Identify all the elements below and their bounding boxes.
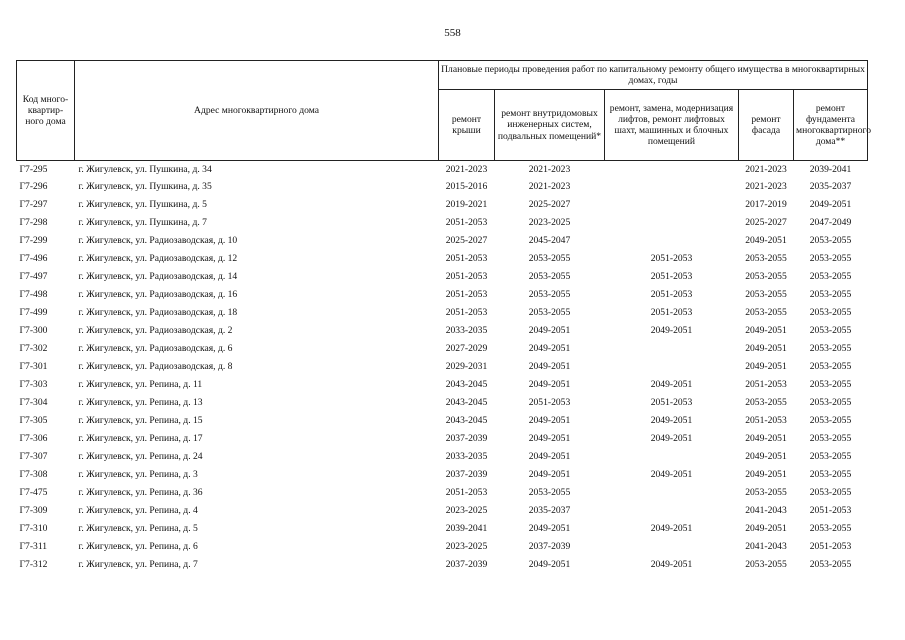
header-address: Адрес многоквартирного дома <box>75 61 439 161</box>
cell-roof: 2051-2053 <box>445 307 488 319</box>
table-row <box>17 250 868 268</box>
cell-elevators: 2049-2051 <box>650 523 693 535</box>
cell-foundation: 2053-2055 <box>809 397 852 409</box>
cell-roof: 2051-2053 <box>445 217 488 229</box>
cell-code: Г7-300 <box>19 325 48 337</box>
cell-facade: 2051-2053 <box>745 379 787 391</box>
cell-roof: 2027-2029 <box>445 343 488 355</box>
cell-foundation: 2053-2055 <box>809 469 852 481</box>
cell-code: Г7-302 <box>19 343 48 355</box>
cell-roof: 2015-2016 <box>445 181 488 193</box>
cell-foundation: 2051-2053 <box>809 541 852 553</box>
cell-roof: 2025-2027 <box>445 235 488 247</box>
cell-elevators <box>605 358 739 376</box>
cell-facade: 2049-2051 <box>745 523 787 535</box>
cell-foundation: 2053-2055 <box>809 379 852 391</box>
cell-systems: 2021-2023 <box>528 181 571 193</box>
table-row <box>17 178 868 196</box>
cell-roof: 2043-2045 <box>445 397 488 409</box>
cell-systems: 2037-2039 <box>528 541 571 553</box>
cell-foundation: 2053-2055 <box>809 253 852 265</box>
cell-elevators <box>605 232 739 250</box>
header-systems: ремонт внутридомовых инженерных систем, подвальных помещений* <box>495 90 605 161</box>
table-row <box>17 484 868 502</box>
cell-systems: 2049-2051 <box>528 361 571 373</box>
cell-address: г. Жигулевск, ул. Пушкина, д. 5 <box>78 199 207 211</box>
cell-code: Г7-299 <box>19 235 48 247</box>
cell-elevators: 2051-2053 <box>650 307 693 319</box>
table-row <box>17 322 868 340</box>
table-row <box>17 214 868 232</box>
cell-systems: 2049-2051 <box>528 451 571 463</box>
cell-elevators <box>605 484 739 502</box>
cell-facade: 2051-2053 <box>745 415 787 427</box>
cell-roof: 2021-2023 <box>445 163 488 175</box>
cell-address: г. Жигулевск, ул. Радиозаводская, д. 8 <box>78 361 233 373</box>
cell-elevators: 2051-2053 <box>650 289 693 301</box>
cell-elevators: 2051-2053 <box>650 271 693 283</box>
cell-systems: 2049-2051 <box>528 433 571 445</box>
cell-systems: 2053-2055 <box>528 271 571 283</box>
cell-facade: 2053-2055 <box>745 307 787 319</box>
cell-code: Г7-497 <box>19 271 48 283</box>
cell-systems: 2053-2055 <box>528 289 571 301</box>
cell-code: Г7-306 <box>19 433 48 445</box>
header-facade: ремонт фасада <box>739 90 794 161</box>
table-header <box>17 61 872 161</box>
table-row <box>17 538 868 556</box>
cell-code: Г7-304 <box>19 397 48 409</box>
cell-address: г. Жигулевск, ул. Радиозаводская, д. 2 <box>78 325 233 337</box>
cell-code: Г7-308 <box>19 469 48 481</box>
cell-systems: 2049-2051 <box>528 415 571 427</box>
table-row <box>17 358 868 376</box>
cell-address: г. Жигулевск, ул. Пушкина, д. 7 <box>78 217 207 229</box>
cell-roof: 2037-2039 <box>445 559 488 571</box>
cell-elevators <box>605 340 739 358</box>
cell-roof: 2043-2045 <box>445 415 488 427</box>
cell-address: г. Жигулевск, ул. Репина, д. 13 <box>78 397 203 409</box>
cell-code: Г7-296 <box>19 181 48 193</box>
cell-code: Г7-311 <box>19 541 48 553</box>
cell-facade: 2021-2023 <box>745 181 787 193</box>
capital-repair-table <box>16 60 872 574</box>
header-foundation: ремонт фундамента многоквартирного дома** <box>794 90 868 161</box>
cell-code: Г7-295 <box>19 163 48 175</box>
cell-roof: 2051-2053 <box>445 271 488 283</box>
cell-systems: 2035-2037 <box>528 505 571 517</box>
cell-foundation: 2053-2055 <box>809 451 852 463</box>
table-row <box>17 502 868 520</box>
cell-facade: 2053-2055 <box>745 397 787 409</box>
cell-facade: 2053-2055 <box>745 487 787 499</box>
cell-elevators <box>605 161 739 179</box>
cell-facade: 2053-2055 <box>745 559 787 571</box>
cell-address: г. Жигулевск, ул. Репина, д. 17 <box>78 433 203 445</box>
cell-address: г. Жигулевск, ул. Репина, д. 3 <box>78 469 198 481</box>
cell-address: г. Жигулевск, ул. Радиозаводская, д. 16 <box>78 289 238 301</box>
table-body <box>17 161 868 575</box>
page-number: 558 <box>444 27 461 39</box>
cell-address: г. Жигулевск, ул. Репина, д. 11 <box>78 379 203 391</box>
cell-elevators: 2049-2051 <box>650 415 693 427</box>
cell-systems: 2025-2027 <box>528 199 571 211</box>
cell-elevators <box>605 538 739 556</box>
cell-roof: 2019-2021 <box>445 199 488 211</box>
header-planned-periods: Плановые периоды проведения работ по капитальному ремонту общего имущества в многоквартирных домах, годы <box>439 61 868 90</box>
cell-roof: 2029-2031 <box>445 361 488 373</box>
cell-systems: 2049-2051 <box>528 559 571 571</box>
cell-roof: 2051-2053 <box>445 289 488 301</box>
cell-roof: 2033-2035 <box>445 451 488 463</box>
cell-elevators <box>605 196 739 214</box>
table-row <box>17 268 868 286</box>
cell-foundation: 2053-2055 <box>809 343 852 355</box>
cell-facade: 2049-2051 <box>745 325 787 337</box>
header-roof: ремонт крыши <box>439 90 495 161</box>
cell-code: Г7-310 <box>19 523 48 535</box>
header-elevators: ремонт, замена, модернизация лифтов, ремонт лифтовых шахт, машинных и блочных помещений <box>605 90 739 161</box>
cell-roof: 2023-2025 <box>445 505 488 517</box>
cell-facade: 2041-2043 <box>745 541 787 553</box>
cell-facade: 2021-2023 <box>745 163 787 175</box>
cell-address: г. Жигулевск, ул. Репина, д. 4 <box>78 505 198 517</box>
cell-elevators <box>605 178 739 196</box>
cell-code: Г7-312 <box>19 559 48 571</box>
cell-foundation: 2053-2055 <box>809 325 852 337</box>
cell-foundation: 2053-2055 <box>809 271 852 283</box>
table-row <box>17 430 868 448</box>
header-row-top <box>17 61 868 90</box>
cell-facade: 2049-2051 <box>745 343 787 355</box>
cell-foundation: 2053-2055 <box>809 523 852 535</box>
cell-code: Г7-307 <box>19 451 48 463</box>
cell-address: г. Жигулевск, ул. Радиозаводская, д. 6 <box>78 343 233 355</box>
table-row <box>17 286 868 304</box>
cell-address: г. Жигулевск, ул. Радиозаводская, д. 18 <box>78 307 238 319</box>
cell-facade: 2025-2027 <box>745 217 787 229</box>
table-row <box>17 232 868 250</box>
cell-address: г. Жигулевск, ул. Репина, д. 36 <box>78 487 203 499</box>
table-row <box>17 340 868 358</box>
cell-address: г. Жигулевск, ул. Репина, д. 5 <box>78 523 198 535</box>
cell-systems: 2049-2051 <box>528 379 571 391</box>
cell-elevators: 2051-2053 <box>650 397 693 409</box>
cell-foundation: 2053-2055 <box>809 487 852 499</box>
cell-code: Г7-305 <box>19 415 48 427</box>
cell-systems: 2053-2055 <box>528 253 571 265</box>
cell-address: г. Жигулевск, ул. Репина, д. 15 <box>78 415 203 427</box>
cell-address: г. Жигулевск, ул. Репина, д. 6 <box>78 541 198 553</box>
cell-foundation: 2053-2055 <box>809 415 852 427</box>
table-row <box>17 376 868 394</box>
cell-address: г. Жигулевск, ул. Пушкина, д. 35 <box>78 181 212 193</box>
cell-systems: 2049-2051 <box>528 523 571 535</box>
cell-foundation: 2053-2055 <box>809 559 852 571</box>
cell-facade: 2053-2055 <box>745 271 787 283</box>
cell-foundation: 2053-2055 <box>809 433 852 445</box>
cell-code: Г7-298 <box>19 217 48 229</box>
table-row <box>17 394 868 412</box>
table-row <box>17 412 868 430</box>
cell-facade: 2049-2051 <box>745 235 787 247</box>
cell-foundation: 2049-2051 <box>809 199 852 211</box>
cell-address: г. Жигулевск, ул. Репина, д. 24 <box>78 451 203 463</box>
cell-address: г. Жигулевск, ул. Радиозаводская, д. 14 <box>78 271 238 283</box>
cell-foundation: 2039-2041 <box>809 163 852 175</box>
cell-systems: 2049-2051 <box>528 469 571 481</box>
table-row <box>17 161 868 179</box>
cell-foundation: 2053-2055 <box>809 289 852 301</box>
cell-facade: 2053-2055 <box>745 289 787 301</box>
cell-foundation: 2051-2053 <box>809 505 852 517</box>
cell-elevators <box>605 214 739 232</box>
table-row <box>17 556 868 574</box>
table-row <box>17 466 868 484</box>
cell-roof: 2051-2053 <box>445 487 488 499</box>
cell-systems: 2023-2025 <box>528 217 571 229</box>
cell-systems: 2049-2051 <box>528 325 571 337</box>
cell-facade: 2017-2019 <box>745 199 787 211</box>
cell-facade: 2053-2055 <box>745 253 787 265</box>
table-row <box>17 448 868 466</box>
cell-elevators: 2049-2051 <box>650 559 693 571</box>
cell-systems: 2051-2053 <box>528 397 571 409</box>
cell-foundation: 2053-2055 <box>809 361 852 373</box>
cell-address: г. Жигулевск, ул. Радиозаводская, д. 12 <box>78 253 238 265</box>
cell-systems: 2053-2055 <box>528 307 571 319</box>
cell-elevators: 2049-2051 <box>650 433 693 445</box>
cell-systems: 2053-2055 <box>528 487 571 499</box>
cell-code: Г7-297 <box>19 199 48 211</box>
cell-elevators <box>605 448 739 466</box>
cell-facade: 2049-2051 <box>745 469 787 481</box>
cell-roof: 2037-2039 <box>445 433 488 445</box>
cell-facade: 2049-2051 <box>745 361 787 373</box>
table-row <box>17 196 868 214</box>
cell-foundation: 2053-2055 <box>809 235 852 247</box>
cell-elevators: 2049-2051 <box>650 469 693 481</box>
table-row <box>17 304 868 322</box>
cell-roof: 2043-2045 <box>445 379 488 391</box>
cell-facade: 2049-2051 <box>745 433 787 445</box>
cell-foundation: 2053-2055 <box>809 307 852 319</box>
cell-roof: 2037-2039 <box>445 469 488 481</box>
cell-roof: 2033-2035 <box>445 325 488 337</box>
cell-roof: 2023-2025 <box>445 541 488 553</box>
cell-code: Г7-475 <box>19 487 48 499</box>
cell-address: г. Жигулевск, ул. Репина, д. 7 <box>78 559 198 571</box>
cell-code: Г7-498 <box>19 289 48 301</box>
cell-foundation: 2047-2049 <box>809 217 852 229</box>
cell-address: г. Жигулевск, ул. Радиозаводская, д. 10 <box>78 235 238 247</box>
cell-elevators <box>605 502 739 520</box>
cell-systems: 2021-2023 <box>528 163 571 175</box>
header-code: Код много-квартир-ного дома <box>17 61 75 161</box>
cell-facade: 2041-2043 <box>745 505 787 517</box>
cell-code: Г7-301 <box>19 361 48 373</box>
cell-roof: 2039-2041 <box>445 523 488 535</box>
cell-code: Г7-499 <box>19 307 48 319</box>
cell-code: Г7-496 <box>19 253 48 265</box>
cell-facade: 2049-2051 <box>745 451 787 463</box>
cell-elevators: 2049-2051 <box>650 379 693 391</box>
cell-code: Г7-303 <box>19 379 48 391</box>
cell-code: Г7-309 <box>19 505 48 517</box>
cell-systems: 2045-2047 <box>528 235 571 247</box>
cell-elevators: 2051-2053 <box>650 253 693 265</box>
cell-foundation: 2035-2037 <box>809 181 852 193</box>
table-row <box>17 520 868 538</box>
cell-address: г. Жигулевск, ул. Пушкина, д. 34 <box>78 163 212 175</box>
cell-elevators: 2049-2051 <box>650 325 693 337</box>
cell-roof: 2051-2053 <box>445 253 488 265</box>
cell-systems: 2049-2051 <box>528 343 571 355</box>
